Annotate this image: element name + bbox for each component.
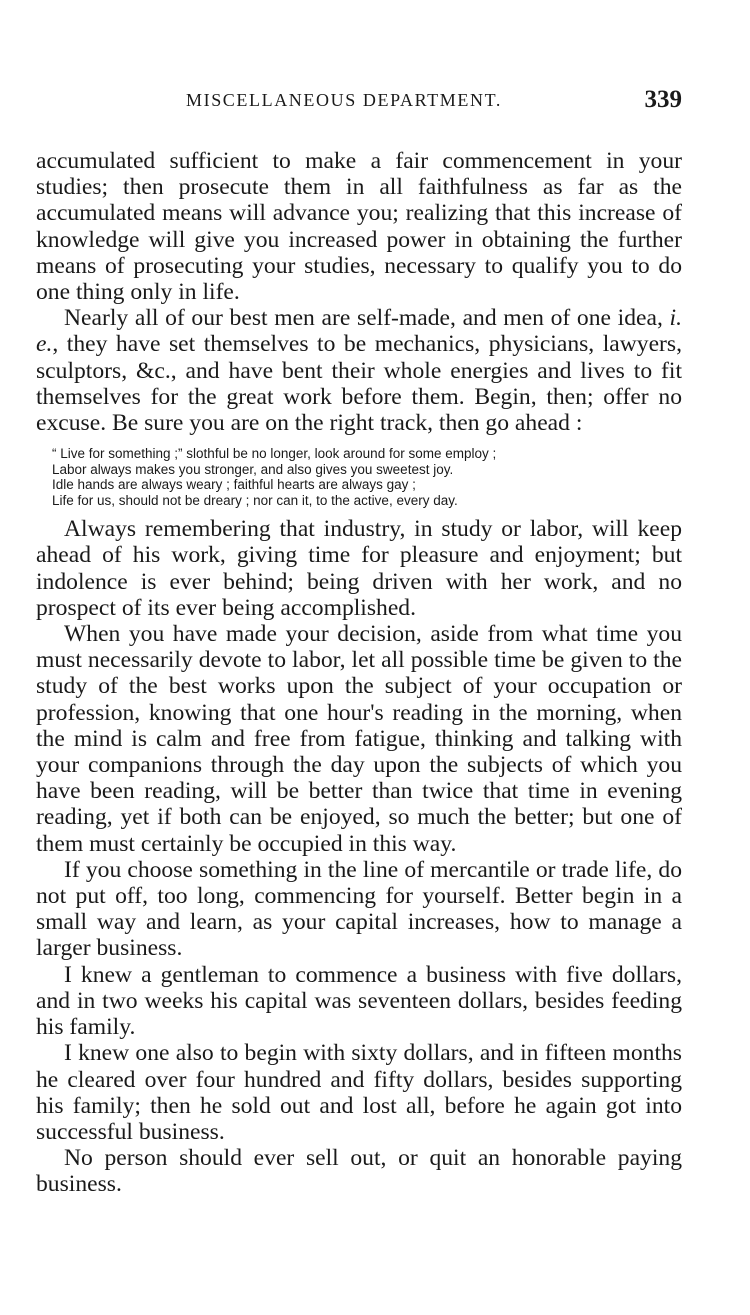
page-number: 339	[644, 86, 682, 113]
running-head: MISCELLANEOUS DEPARTMENT.	[186, 90, 502, 110]
paragraph-2-end: , they have set themselves to be mechanics, physicians, lawyers, sculptors, &c., and have bent their whole energies and lives to fit themselves for the great work before them. Begin, then; offer no excuse. Be sure you are on the right track, then go ahead :	[36, 331, 682, 437]
paragraph-6: I knew a gentleman to commence a business with five dollars, and in two weeks his capital was seventeen dollars, besides feeding his family.	[36, 961, 682, 1041]
paragraph-3: Always remembering that industry, in study or labor, will keep ahead of his work, giving time for pleasure and enjoyment; but indolence is ever behind; being driven with her work, and no prospect of its ever being accomplished.	[36, 516, 682, 621]
body-text	[36, 148, 682, 1198]
verse-quotation	[52, 446, 682, 508]
book-page	[36, 86, 682, 1198]
paragraph-1: accumulated sufficient to make a fair commencement in your studies; then prosecute them in all faithfulness as far as the accumulated means will advance you; realizing that this increase of knowledge will give you increased power in obtaining the further means of prosecuting your studies, necessary to qualify you to do one thing only in life.	[36, 148, 682, 306]
paragraph-5: If you choose something in the line of mercantile or trade life, do not put off, too long, commencing for yourself. Better begin in a small way and learn, as your capital increases, how to manage a larger business.	[36, 856, 682, 962]
page-header	[36, 86, 682, 120]
paragraph-7: I knew one also to begin with sixty dollars, and in fifteen months he cleared over four hundred and fifty dollars, besides supporting his family; then he sold out and lost all, before he again got into successful business.	[36, 1040, 682, 1145]
paragraph-2	[36, 305, 682, 436]
paragraph-2-start: Nearly all of our best men are self-made, and men of one idea,	[64, 305, 670, 332]
paragraph-4: When you have made your decision, aside from what time you must necessarily devote to labor, let all possible time be given to the study of the best works upon the subject of your occupation or profession, knowing that one hour's reading in the morning, when the mind is calm and free from fatigue, thinking and talking with your companions through the day upon the subjects of which you have been reading, will be better than twice that time in evening reading, yet if both can be enjoyed, so much the better; but one of them must certainly be occupied in this way.	[36, 621, 682, 857]
paragraph-8: No person should ever sell out, or quit an honorable paying business.	[36, 1145, 682, 1198]
verse-line: “ Live for something ;” slothful be no longer, look around for some employ ;	[52, 446, 497, 462]
verse-line: Idle hands are always weary ; faithful hearts are always gay ;	[52, 477, 416, 493]
paragraph-2-ie: i. e.	[36, 305, 682, 358]
verse-line: Life for us, should not be dreary ; nor can it, to the active, every day.	[52, 492, 458, 508]
verse-line: Labor always makes you stronger, and also gives you sweetest joy.	[52, 461, 454, 477]
